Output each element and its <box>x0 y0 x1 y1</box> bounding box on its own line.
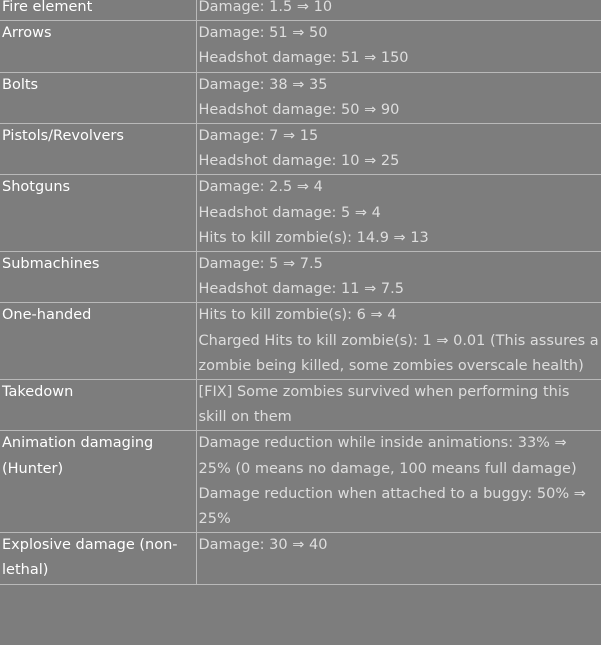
table-row-takedown <box>0 380 601 431</box>
change-line: [FIX] Some zombies survived when performing this skill on them <box>198 384 570 426</box>
change-line: Damage: 1.5 ⇒ 10 <box>198 0 333 15</box>
change-line: Headshot damage: 11 ⇒ 7.5 <box>198 281 404 298</box>
table-row-explosive-damage <box>0 533 601 584</box>
row-changes <box>196 431 601 533</box>
row-name: Fire element <box>0 0 196 21</box>
change-line: Charged Hits to kill zombie(s): 1 ⇒ 0.01 (This assures a zombie being killed, some zombies overscale health) <box>198 332 599 374</box>
table-row-shotguns <box>0 175 601 252</box>
row-name: One-handed <box>0 303 196 380</box>
change-line: Hits to kill zombie(s): 6 ⇒ 4 <box>198 307 397 324</box>
change-line: Damage: 5 ⇒ 7.5 <box>198 256 323 273</box>
table-row-bolts <box>0 72 601 123</box>
row-changes <box>196 252 601 303</box>
table-row-fire-element <box>0 0 601 21</box>
change-line: Damage: 38 ⇒ 35 <box>198 76 328 93</box>
row-changes <box>196 0 601 21</box>
change-line: Damage: 2.5 ⇒ 4 <box>198 179 323 196</box>
row-changes <box>196 380 601 431</box>
row-name: Pistols/Revolvers <box>0 124 196 175</box>
row-changes <box>196 303 601 380</box>
row-name: Animation damaging (Hunter) <box>0 431 196 533</box>
table-row-animation-damaging <box>0 431 601 533</box>
change-line: Hits to kill zombie(s): 14.9 ⇒ 13 <box>198 229 429 246</box>
row-name: Bolts <box>0 72 196 123</box>
row-changes <box>196 21 601 72</box>
change-line: Damage: 51 ⇒ 50 <box>198 25 328 42</box>
row-name: Shotguns <box>0 175 196 252</box>
change-line: Damage: 30 ⇒ 40 <box>198 537 328 554</box>
row-name: Explosive damage (non-lethal) <box>0 533 196 584</box>
row-name: Arrows <box>0 21 196 72</box>
change-line: Headshot damage: 51 ⇒ 150 <box>198 50 409 67</box>
row-changes <box>196 175 601 252</box>
row-changes <box>196 72 601 123</box>
row-changes <box>196 533 601 584</box>
row-name: Takedown <box>0 380 196 431</box>
table-row-arrows <box>0 21 601 72</box>
table-row-submachines <box>0 252 601 303</box>
change-line: Damage reduction when attached to a buggy: 50% ⇒ 25% <box>198 485 586 528</box>
table-row-pistols-revolvers <box>0 124 601 175</box>
row-changes <box>196 124 601 175</box>
change-line: Headshot damage: 10 ⇒ 25 <box>198 153 400 170</box>
row-name: Submachines <box>0 252 196 303</box>
change-line: Headshot damage: 5 ⇒ 4 <box>198 204 381 221</box>
change-line: Headshot damage: 50 ⇒ 90 <box>198 101 400 118</box>
change-line: Damage: 7 ⇒ 15 <box>198 128 319 145</box>
table-row-one-handed <box>0 303 601 380</box>
change-line: Damage reduction while inside animations: 33% ⇒ 25% (0 means no damage, 100 means full damage) <box>198 435 577 477</box>
